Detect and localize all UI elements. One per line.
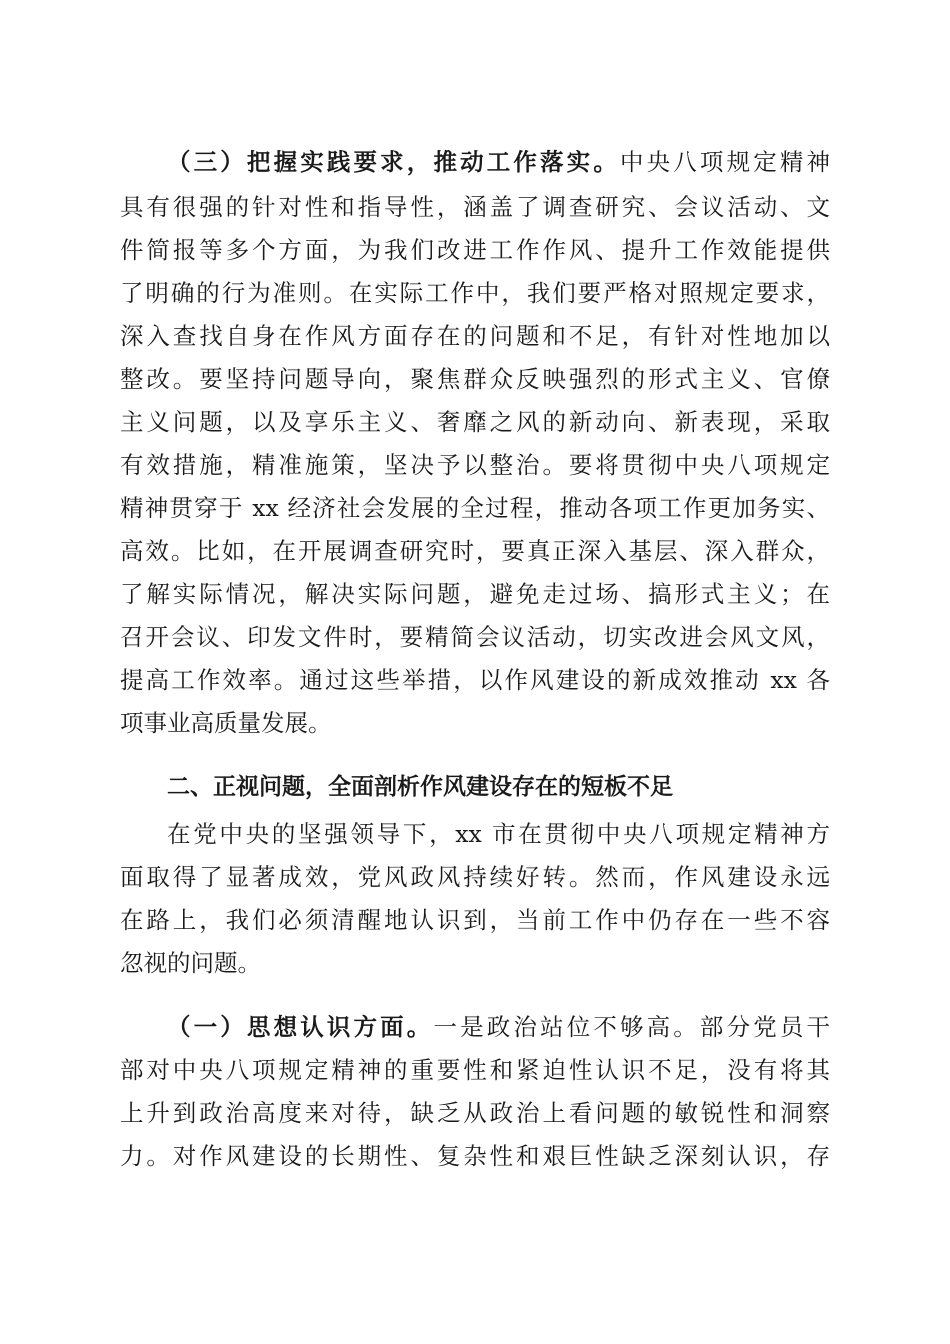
para2-line-1: 在党中央的坚强领导下，xx 市在贯彻中央八项规定精神方: [167, 820, 830, 848]
para2-line-2: 面取得了显著成效，党风政风持续好转。然而，作风建设永远: [120, 863, 830, 891]
section3-line-8: 有效措施，精准施策，坚决予以整治。要将贯彻中央八项规定: [120, 451, 830, 479]
para2-line-4: 忽视的问题。: [120, 949, 261, 977]
section1-line-4: 力。对作风建设的长期性、复杂性和艰巨性缺乏深刻认识，存: [120, 1142, 830, 1170]
section1-line-2: 部对中央八项规定精神的重要性和紧迫性认识不足，没有将其: [120, 1056, 830, 1084]
section3-line-11: 了解实际情况，解决实际问题，避免走过场、搞形式主义；在: [120, 580, 830, 608]
section3-line-13: 提高工作效率。通过这些举措，以作风建设的新成效推动 xx 各: [120, 666, 830, 694]
section3-line-10: 高效。比如，在开展调查研究时，要真正深入基层、深入群众，: [120, 537, 830, 565]
section3-line-5: 深入查找自身在作风方面存在的问题和不足，有针对性地加以: [120, 322, 830, 350]
section3-line-9: 精神贯穿于 xx 经济社会发展的全过程，推动各项工作更加务实、: [120, 494, 830, 522]
section1-first-rest: 一是政治站位不够高。部分党员干: [433, 1013, 831, 1041]
section1-line-1: [167, 1007, 830, 1048]
section3-line-2: 具有很强的针对性和指导性，涵盖了调查研究、会议活动、文: [120, 193, 830, 221]
section3-line-7: 主义问题，以及享乐主义、奢靡之风的新动向、新表现，采取: [120, 408, 830, 436]
section1-line-3: 上升到政治高度来对待，缺乏从政治上看问题的敏锐性和洞察: [120, 1099, 830, 1127]
section3-line-1: [167, 142, 830, 183]
section3-line-14: 项事业高质量发展。: [120, 709, 332, 737]
section-heading-2: 二、正视问题，全面剖析作风建设存在的短板不足: [167, 774, 673, 800]
section3-first-rest: 中央八项规定精神: [619, 148, 831, 176]
section1-lead: （一）思想认识方面。: [167, 1013, 434, 1041]
section3-lead: （三）把握实践要求，推动工作落实。: [167, 148, 620, 176]
section3-line-3: 件简报等多个方面，为我们改进工作作风、提升工作效能提供: [120, 236, 830, 264]
section3-line-12: 召开会议、印发文件时，要精简会议活动，切实改进会风文风，: [120, 623, 830, 651]
para2-line-3: 在路上，我们必须清醒地认识到，当前工作中仍存在一些不容: [120, 906, 830, 934]
section3-line-4: 了明确的行为准则。在实际工作中，我们要严格对照规定要求，: [120, 279, 830, 307]
section3-line-6: 整改。要坚持问题导向，聚焦群众反映强烈的形式主义、官僚: [120, 365, 830, 393]
